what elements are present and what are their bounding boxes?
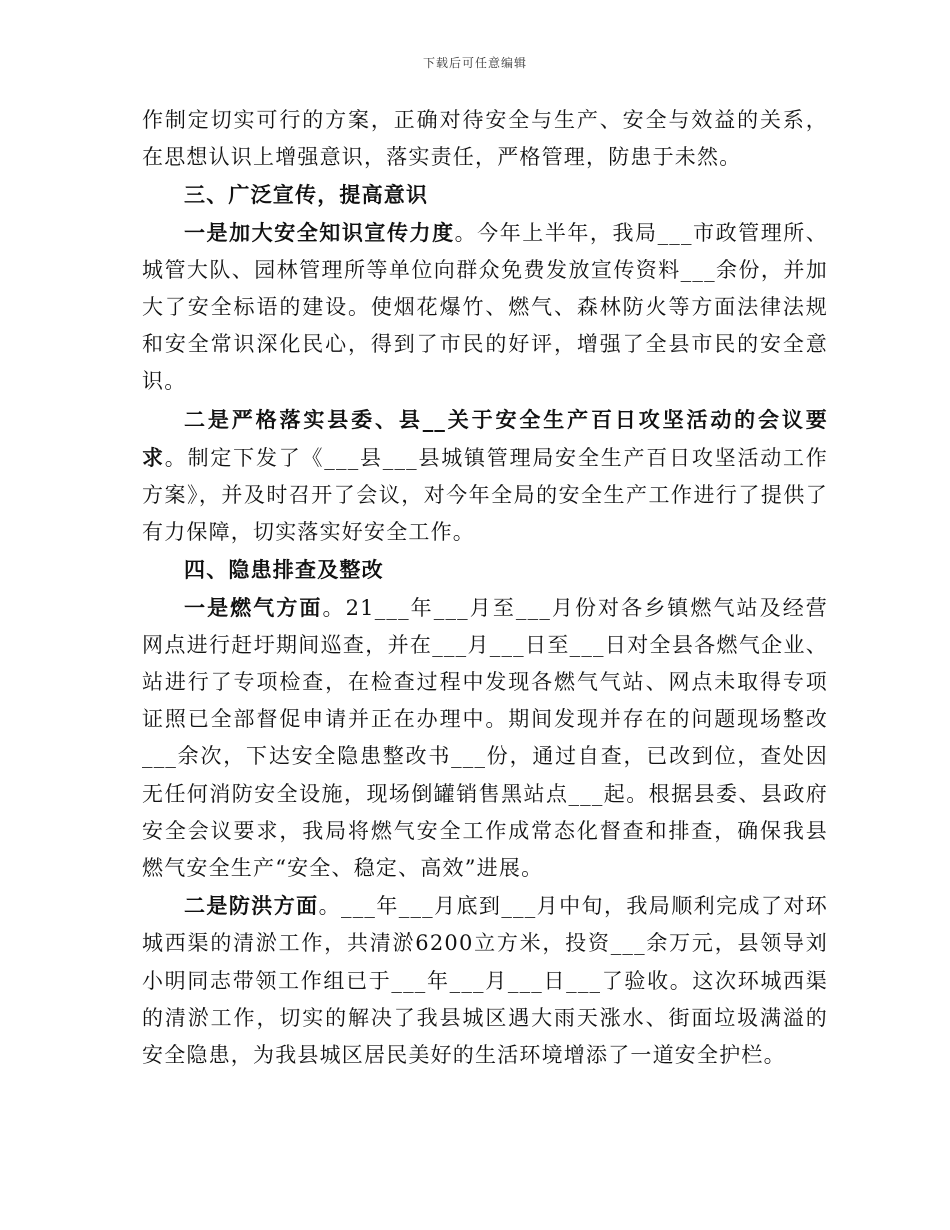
paragraph-text: 。21___年___月至___月份对各乡镇燃气站及经营网点进行赶圩期间巡查，并在___月___日至___日对全县各燃气企业、站进行了专项检查，在检查过程中发现各燃气气站、网点未取得专项证照已全部督促申请并正在办理中。期间发现并存在的问题现场整改___余次，下达安全隐患整改书___份，通过自查，已改到位，查处因无任何消防安全设施，现场倒罐销售黑站点___起。根据县委、县政府安全会议要求，我局将燃气安全工作成常态化督查和排查，确保我县燃气安全生产“安全、稳定、高效”进展。 <box>142 595 828 881</box>
paragraph-text: 。今年上半年，我局___市政管理所、城管大队、园林管理所等单位向群众免费发放宣传资料___余份，并加大了安全标语的建设。使烟花爆竹、燃气、森林防火等方面法律法规和安全常识深化民心，得到了市民的好评，增强了全县市民的安全意识。 <box>142 220 828 394</box>
body-paragraph <box>142 102 828 176</box>
page-header: 下载后可任意编辑 <box>422 56 527 70</box>
document-body <box>142 102 828 1074</box>
paragraph-text: 。制定下发了《___县___县城镇管理局安全生产百日攻坚活动工作方案》，并及时召开了会议，对今年全局的安全生产工作进行了提供了有力保障，切实落实好安全工作。 <box>142 445 828 545</box>
paragraph-text: 作制定切实可行的方案，正确对待安全与生产、安全与效益的关系，在思想认识上增强意识，落实责任，严格管理，防患于未然。 <box>142 108 828 170</box>
body-paragraph <box>142 401 828 552</box>
body-paragraph <box>142 214 828 401</box>
paragraph-lead: 二是防洪方面 <box>184 893 319 919</box>
paragraph-lead: 一是燃气方面 <box>184 594 323 620</box>
paragraph-lead: 二是严格落实县委、县__关于安全生产百日攻坚活动的会议要求 <box>142 406 828 470</box>
body-paragraph <box>142 887 828 1074</box>
section-heading: 三、广泛宣传，提高意识 <box>184 182 429 208</box>
paragraph-lead: 一是加大安全知识宣传力度 <box>184 219 455 245</box>
section-heading: 四、隐患排查及整改 <box>184 557 384 583</box>
paragraph-text: 。___年___月底到___月中旬，我局顺利完成了对环城西渠的清淤工作，共清淤6200立方米，投资___余万元，县领导刘小明同志带领工作组已于___年___月___日___了验收。这次环城西渠的清淤工作，切实的解决了我县城区遇大雨天涨水、街面垃圾满溢的安全隐患，为我县城区居民美好的生活环境增添了一道安全护栏。 <box>142 894 828 1068</box>
body-paragraph <box>142 589 828 888</box>
